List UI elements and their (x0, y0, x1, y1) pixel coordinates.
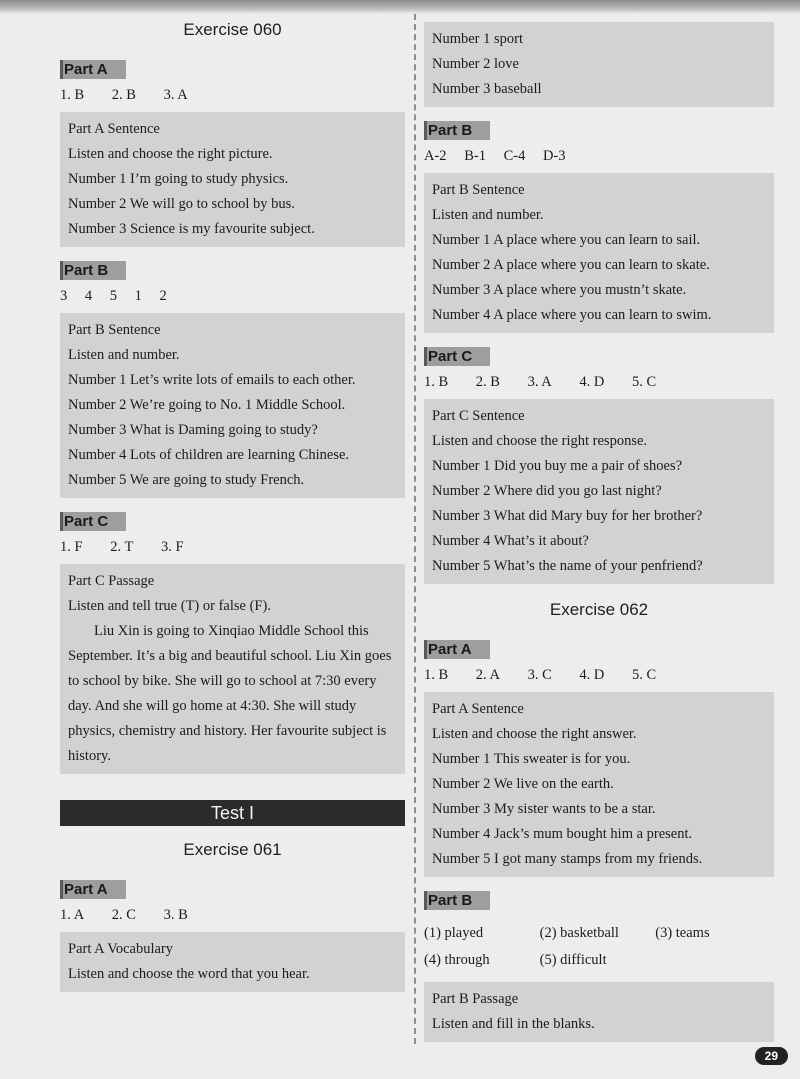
exercise-061-title: Exercise 061 (183, 840, 282, 859)
answer: D-3 (542, 148, 566, 164)
script-line: Listen and number. (68, 347, 180, 363)
script-line: Listen and choose the right answer. (432, 726, 637, 742)
script-line: Part C Passage (68, 573, 155, 589)
script-line: Listen and number. (432, 207, 544, 223)
script-line: Number 3 What did Mary buy for her brother? (432, 508, 703, 524)
ex060-part-b-answers (60, 288, 405, 305)
script-line: Number 3 My sister wants to be a star. (432, 801, 656, 817)
script-line: Number 3 What is Daming going to study? (68, 422, 318, 438)
script-line: Number 2 Where did you go last night? (432, 483, 662, 499)
ex060-part-c-label: Part C (60, 512, 126, 531)
script-line: Part A Sentence (68, 121, 160, 137)
script-line: Number 2 A place where you can learn to skate. (432, 257, 710, 273)
answer: 3 (60, 288, 68, 304)
script-line: Part B Sentence (432, 182, 525, 198)
answer: (1) played (424, 925, 484, 941)
answer: 4. D (579, 667, 605, 683)
script-cell: Number 2 love (432, 56, 519, 72)
script-row (432, 77, 766, 102)
left-column (60, 20, 405, 996)
script-line: Number 1 I’m going to study physics. (68, 171, 289, 187)
answer: A-2 (424, 148, 447, 164)
answer: (5) difficult (539, 952, 607, 968)
page-number: 29 (755, 1047, 788, 1065)
answer: (2) basketball (539, 925, 619, 941)
page-top-edge (0, 0, 800, 14)
script-line: Part B Passage (432, 991, 519, 1007)
ex061-part-b-script (424, 173, 774, 333)
exercise-060-title: Exercise 060 (183, 20, 282, 39)
answer: 1. B (60, 87, 85, 103)
ex061-part-a-script (60, 932, 405, 992)
script-line: Number 5 What’s the name of your penfriend? (432, 558, 703, 574)
answer-row (424, 920, 774, 947)
ex060-part-a-answers (60, 87, 405, 104)
ex062-part-a-script (424, 692, 774, 877)
ex060-part-c-answers (60, 539, 405, 556)
script-line: Number 5 I got many stamps from my friends. (432, 851, 703, 867)
ex061-part-c-answers (424, 374, 774, 391)
answer: 3. F (160, 539, 184, 555)
answer: 3. B (163, 907, 188, 923)
script-line: Part C Sentence (432, 408, 525, 424)
answer: C-4 (503, 148, 526, 164)
script-line: Number 1 Let’s write lots of emails to each other. (68, 372, 356, 388)
answer: 4 (84, 288, 93, 304)
answer: 2. T (110, 539, 134, 555)
script-line: Part B Sentence (68, 322, 161, 338)
answer: 2. B (111, 87, 136, 103)
script-line: Number 1 Did you buy me a pair of shoes? (432, 458, 683, 474)
passage-body: Liu Xin is going to Xinqiao Middle School this September. It’s a big and beautiful school. Liu Xin goes to school by bike. She will go to school at 7:30 every day. And she will go home at 4:30. She will study physics, chemistry and history. Her favourite subject is history. (68, 623, 392, 764)
script-cell: Number 1 sport (432, 31, 524, 47)
script-line: Number 2 We live on the earth. (432, 776, 614, 792)
ex060-part-b-script (60, 313, 405, 498)
script-line: Number 1 This sweater is for you. (432, 751, 631, 767)
answer: 4. D (579, 374, 605, 390)
ex060-part-a-script (60, 112, 405, 247)
answer: 3. A (527, 374, 552, 390)
script-line: Listen and choose the word that you hear. (68, 966, 310, 982)
answer: 2. C (111, 907, 136, 923)
ex062-part-b-script (424, 982, 774, 1042)
answer: 1. F (60, 539, 83, 555)
answer-row (424, 947, 774, 974)
answer: 1. B (424, 374, 449, 390)
answer: 5 (109, 288, 117, 304)
ex060-part-b-label: Part B (60, 261, 126, 280)
script-line: Number 3 Science is my favourite subject. (68, 221, 315, 237)
answer: (4) through (424, 952, 490, 968)
ex061-part-a-label: Part A (60, 880, 126, 899)
script-line: Number 1 A place where you can learn to sail. (432, 232, 701, 248)
script-line: Number 4 Lots of children are learning Chinese. (68, 447, 350, 463)
answer: 2 (159, 288, 167, 304)
answer: 5. C (632, 374, 657, 390)
answer: 2. B (475, 374, 500, 390)
answer: (3) teams (655, 925, 710, 941)
answer: 5. C (632, 667, 657, 683)
exercise-062-title: Exercise 062 (549, 600, 649, 619)
column-divider (414, 14, 416, 1044)
answer: 2. A (475, 667, 500, 683)
ex061-part-c-label: Part C (424, 347, 490, 366)
answer: 1. B (424, 667, 449, 683)
script-line: Listen and choose the right response. (432, 433, 648, 449)
answer: 1 (134, 288, 142, 304)
test-i-banner: Test I (60, 800, 405, 826)
script-line: Part A Vocabulary (68, 941, 173, 957)
ex061-part-a-script-continued (424, 22, 774, 107)
answer: B-1 (464, 148, 486, 164)
ex062-part-b-label: Part B (424, 891, 490, 910)
script-line: Part A Sentence (432, 701, 524, 717)
script-line: Number 4 Jack’s mum bought him a present. (432, 826, 693, 842)
ex062-part-a-answers (424, 667, 774, 684)
right-column (424, 22, 774, 1046)
script-line: Number 2 We’re going to No. 1 Middle School. (68, 397, 346, 413)
ex062-part-b-answers (424, 920, 774, 974)
ex060-part-c-script (60, 564, 405, 774)
ex061-part-c-script (424, 399, 774, 584)
passage-text (68, 619, 397, 769)
ex061-part-b-label: Part B (424, 121, 490, 140)
script-line: Listen and tell true (T) or false (F). (68, 598, 271, 614)
answer: 3. A (163, 87, 188, 103)
script-line: Number 4 A place where you can learn to swim. (432, 307, 712, 323)
answer: 1. A (60, 907, 85, 923)
script-line: Listen and choose the right picture. (68, 146, 273, 162)
script-line: Number 2 We will go to school by bus. (68, 196, 295, 212)
ex062-part-a-label: Part A (424, 640, 490, 659)
ex060-part-a-label: Part A (60, 60, 126, 79)
answer: 3. C (527, 667, 552, 683)
script-line: Number 4 What’s it about? (432, 533, 589, 549)
script-line: Number 3 A place where you mustn’t skate. (432, 282, 687, 298)
script-cell: Number 3 baseball (432, 81, 542, 97)
ex061-part-b-answers (424, 148, 774, 165)
script-line: Listen and fill in the blanks. (432, 1016, 595, 1032)
ex061-part-a-answers (60, 907, 405, 924)
script-row (432, 27, 766, 77)
script-line: Number 5 We are going to study French. (68, 472, 305, 488)
